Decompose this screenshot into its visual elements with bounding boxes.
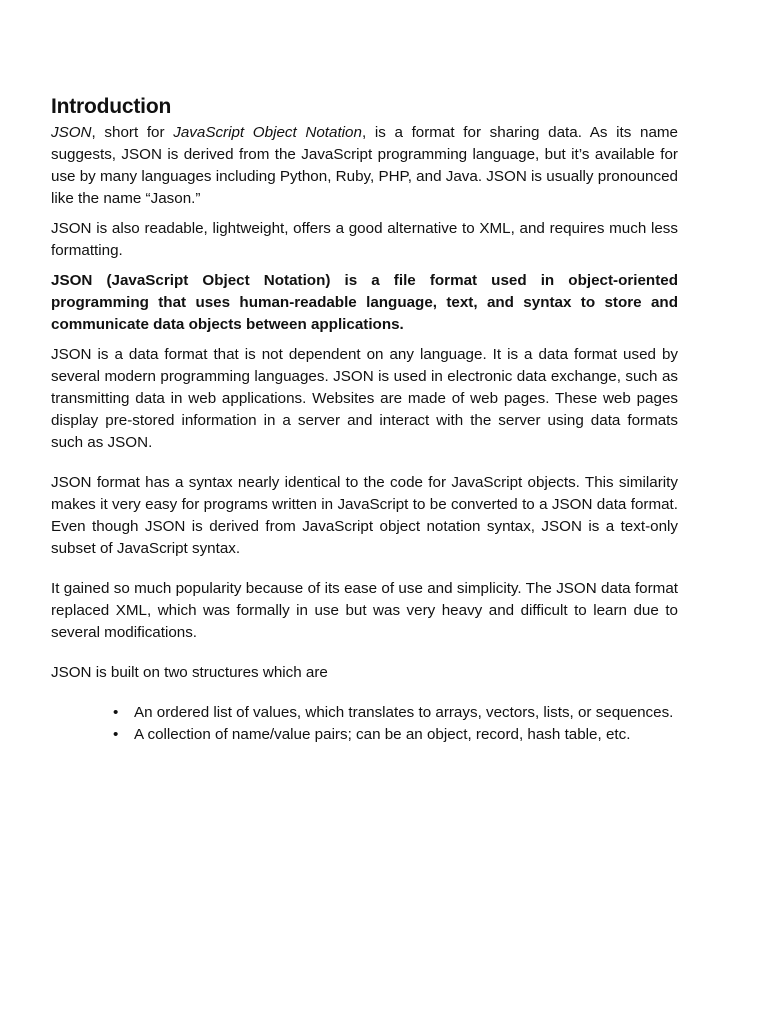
paragraph-structures: JSON is built on two structures which are [51, 664, 328, 681]
paragraph-popularity: It gained so much popularity because of its ease of use and simplicity. The JSON data format replaced XML, which was formally in use but was very heavy and difficult to learn due to several modifications. [51, 580, 678, 641]
structures-list [51, 702, 678, 746]
section-heading: Introduction [51, 95, 172, 118]
intro-text-a: , short for [91, 124, 174, 141]
bullet-icon: • [113, 704, 119, 721]
document-page [51, 94, 678, 746]
json-expansion: JavaScript Object Notation [173, 124, 362, 141]
intro-text-b: , is a format for sharing data. As its name suggests, JSON is derived from the JavaScript programming language, but it’s available for use by many languages including Python, Ruby, PHP, and Java. JSON is usually pronounced like the name “Jason.” [51, 124, 678, 207]
paragraph-intro [51, 122, 678, 210]
paragraph-language-independent: JSON is a data format that is not dependent on any language. It is a data format used by several modern programming languages. JSON is used in electronic data exchange, such as transmitting data in web applications. Websites are made of web pages. These web pages display pre-stored information in a server and interact with the server using data formats such as JSON. [51, 346, 678, 451]
paragraph-syntax: JSON format has a syntax nearly identical to the code for JavaScript objects. This similarity makes it very easy for programs written in JavaScript to be converted to a JSON data format. Even though JSON is derived from JavaScript object notation syntax, JSON is a text-only subset of JavaScript syntax. [51, 474, 678, 557]
list-item [113, 724, 678, 746]
paragraph-definition: JSON (JavaScript Object Notation) is a file format used in object-oriented programming that uses human-readable language, text, and syntax to store and communicate data objects between applications. [51, 272, 678, 333]
list-item-text: An ordered list of values, which translates to arrays, vectors, lists, or sequences. [134, 704, 674, 721]
paragraph-readable: JSON is also readable, lightweight, offers a good alternative to XML, and requires much less formatting. [51, 220, 678, 259]
json-term: JSON [51, 124, 92, 141]
bullet-icon: • [113, 726, 119, 743]
list-item-text: A collection of name/value pairs; can be an object, record, hash table, etc. [134, 726, 631, 743]
list-item [113, 702, 678, 724]
